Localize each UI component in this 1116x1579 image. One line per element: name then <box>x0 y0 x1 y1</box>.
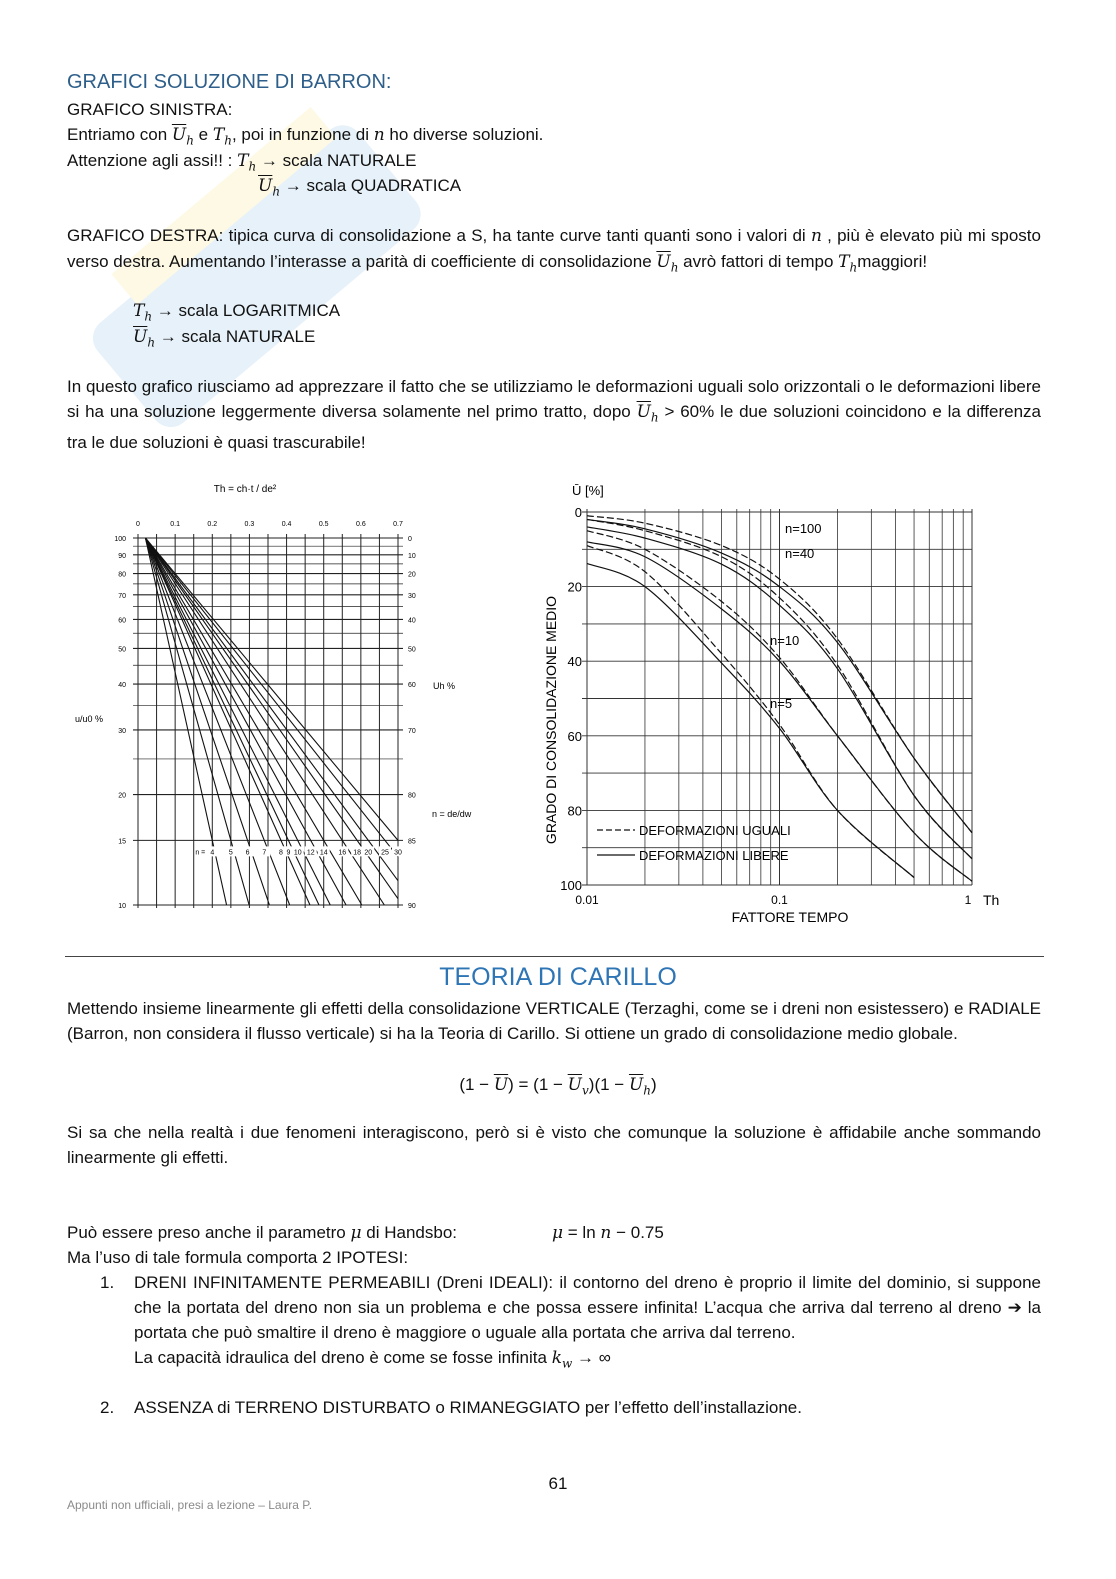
series-label: 14 <box>319 849 328 857</box>
math-base: $\overline{U}$ <box>656 252 671 272</box>
y-tick-label: 100 <box>560 878 582 893</box>
text-run: maggiori! <box>857 252 928 271</box>
list-number: 2. <box>100 1398 115 1417</box>
text-run: ) = (1 − <box>508 1075 568 1094</box>
y-left-axis-label: u/u0 % <box>75 714 104 724</box>
math-base: $\overline{U}$ <box>567 1075 582 1095</box>
y-right-tick-label: 50 <box>408 646 416 654</box>
text-run: → scala LOGARITMICA <box>152 301 341 320</box>
x-tick-label: 0.7 <box>393 521 403 528</box>
series-label: 30 <box>394 849 402 857</box>
y-right-tick-label: 85 <box>408 838 416 846</box>
x-tick-label: 0.1 <box>170 521 181 528</box>
series-line-n18 <box>145 538 398 899</box>
series-line-n25 <box>145 538 398 857</box>
n-prefix-label: n = <box>195 849 206 857</box>
math-symbol <box>237 151 257 174</box>
y-right-tick-label: 20 <box>408 571 416 579</box>
math-subscript: h <box>849 260 858 275</box>
text-run: → scala NATURALE <box>256 151 417 170</box>
math-subscript: h <box>224 133 232 148</box>
math-base: $\overline{U}$ <box>171 125 187 145</box>
text-run: → scala NATURALE <box>155 327 316 346</box>
curve-label: n=10 <box>770 633 800 648</box>
math-subscript: w <box>562 1356 573 1371</box>
x-axis-label: FATTORE TEMPO <box>731 909 849 925</box>
y-tick-label: 20 <box>567 579 582 595</box>
y-left-tick-label: 10 <box>118 903 126 910</box>
series-label: 5 <box>228 849 233 857</box>
math-base: $\overline{U}$ <box>133 327 148 347</box>
left-chart-title: GRAFICO SINISTRA: <box>67 100 233 119</box>
math-symbol <box>656 252 679 275</box>
text-run: avrò fattori di tempo <box>678 252 839 271</box>
text-run: → scala QUADRATICA <box>280 176 462 195</box>
math-base: $\overline{U}$ <box>493 1075 509 1095</box>
text-run: , poi in funzione di <box>231 125 374 144</box>
math-subscript: h <box>147 335 156 350</box>
y-tick-label: 60 <box>567 728 582 744</box>
text-run: Può essere preso anche il parametro <box>67 1223 351 1242</box>
math-base: $\overline{U}$ <box>628 1075 644 1095</box>
text-run: Attenzione agli assi!! : <box>67 151 238 170</box>
list-item <box>100 1395 1041 1420</box>
x-axis-symbol: Th <box>983 892 1000 908</box>
math-symbol <box>374 125 385 145</box>
x-tick-label: 0.5 <box>318 521 329 528</box>
text-run: (1 − <box>459 1075 494 1094</box>
y-right-tick-label: 80 <box>408 792 416 800</box>
math-symbol <box>258 176 281 199</box>
math-base: n <box>373 125 385 145</box>
section-divider <box>65 956 1044 957</box>
curve-label: n=5 <box>770 696 793 711</box>
math-base: $\overline{U}$ <box>258 176 273 196</box>
barron-nomogram-chart <box>60 465 500 925</box>
n-definition-label: n = de/dw <box>432 809 472 819</box>
text-run: DRENI INFINITAMENTE PERMEABILI (Dreni IDEALI): il contorno del dreno è proprio il limite del dominio, si suppone che la portata del dreno non sia un problema e che possa essere infinita! L’acqua che arriva dal terreno al dreno ➔ la portata che può smaltire il dreno è maggiore o uguale alla portata che arriva dal terreno. <box>134 1273 1041 1342</box>
series-label: 20 <box>364 849 373 857</box>
x-tick-label: 0.2 <box>207 521 218 528</box>
y-tick-label: 80 <box>567 803 582 819</box>
math-symbol <box>212 125 232 148</box>
barron-line-5 <box>133 324 315 355</box>
y-left-tick-label: 20 <box>118 792 126 800</box>
math-subscript: h <box>144 309 153 324</box>
math-base: μ <box>552 1223 564 1243</box>
series-label: 8 <box>279 849 283 857</box>
y-right-tick-label: 90 <box>408 903 416 910</box>
math-symbol <box>636 402 659 425</box>
y-left-tick-label: 15 <box>118 838 126 846</box>
text-run: → ∞ <box>572 1348 611 1367</box>
y-left-tick-label: 60 <box>118 617 126 625</box>
math-symbol <box>494 1075 508 1095</box>
math-symbol <box>133 301 153 324</box>
math-base: T <box>133 301 145 321</box>
math-symbol <box>628 1075 651 1098</box>
series-label: 16 <box>338 849 347 857</box>
math-symbol <box>551 1348 573 1371</box>
math-subscript: h <box>248 159 257 174</box>
math-base: k <box>551 1348 562 1368</box>
y-tick-label: 40 <box>567 654 582 670</box>
right-chart-paragraph <box>67 223 1041 280</box>
y-left-tick-label: 100 <box>114 536 126 543</box>
text-run: = ln <box>563 1223 601 1242</box>
series-label: 25 <box>381 849 389 857</box>
barron-line-3 <box>258 173 461 204</box>
math-symbol <box>351 1223 362 1243</box>
text-run: Si sa che nella realtà i due fenomeni interagiscono, però si è visto che comunque la soluzione è affidabile anche sommando linearmente gli effetti. <box>67 1123 1041 1167</box>
math-subscript: h <box>643 1083 651 1098</box>
y-right-tick-label: 10 <box>408 552 416 560</box>
math-base: μ <box>350 1223 362 1243</box>
text-run: La capacità idraulica del dreno è come se fosse infinita <box>134 1348 552 1367</box>
handsbo-formula <box>552 1220 664 1246</box>
list-item <box>100 1270 1041 1376</box>
handsbo-line <box>67 1220 457 1246</box>
y-left-tick-label: 30 <box>118 727 126 735</box>
consolidation-curve-chart <box>525 465 1015 935</box>
math-subscript: h <box>650 410 659 425</box>
y-left-tick-label: 70 <box>118 592 126 600</box>
list-number: 1. <box>100 1273 115 1292</box>
y-right-tick-label: 40 <box>408 617 416 625</box>
math-subscript: h <box>186 133 194 148</box>
barron-heading: GRAFICI SOLUZIONE DI BARRON: <box>67 71 392 93</box>
text-run: Mettendo insieme linearmente gli effetti della consolidazione VERTICALE (Terzaghi, come se i dreni non esistessero) e RADIALE (Barron, non considera il flusso verticale) si ha la Teoria di Carillo. Si ottiene un grado di consolidazione medio globale. <box>67 999 1041 1043</box>
legend-label: DEFORMAZIONI LIBERE <box>639 848 789 863</box>
math-base: T <box>838 252 850 272</box>
y-left-tick-label: 90 <box>118 552 126 560</box>
y-right-axis-label: Uh % <box>433 681 456 691</box>
y-right-tick-label: 70 <box>408 727 416 735</box>
text-run: − 0.75 <box>611 1223 664 1242</box>
y-tick-label: 0 <box>574 505 582 520</box>
footer-note: Appunti non ufficiali, presi a lezione – Laura P. <box>67 1498 313 1512</box>
chart-title: Th = ch·t / de² <box>213 484 277 495</box>
carillo-paragraph-1 <box>67 996 1041 1046</box>
math-symbol <box>600 1223 611 1243</box>
curve-label: n=100 <box>785 521 822 536</box>
x-tick-label: 0.1 <box>771 893 788 907</box>
math-subscript: v <box>582 1083 589 1098</box>
list-item-text <box>134 1270 1041 1345</box>
math-base: T <box>237 151 249 171</box>
math-base: T <box>212 125 225 145</box>
series-label: 18 <box>353 849 362 857</box>
series-label: 9 <box>286 849 291 857</box>
x-tick-label: 0.4 <box>281 521 292 528</box>
text-run: Entriamo con <box>67 125 172 144</box>
text-run: > 60% le due soluzioni coincidono e la differenza tra le due soluzioni è quasi trascurabile! <box>67 402 1041 453</box>
math-symbol <box>838 252 858 275</box>
text-run: GRAFICO DESTRA: tipica curva di consolidazione a S, ha tante curve tanti quanti sono i valori di <box>67 226 811 245</box>
math-symbol <box>811 226 822 246</box>
text-run: ) <box>651 1075 657 1094</box>
carillo-paragraph-2 <box>67 1120 1041 1170</box>
carillo-heading: TEORIA DI CARILLO <box>439 963 677 991</box>
hypotheses-intro <box>67 1245 408 1270</box>
math-subscript: h <box>272 184 281 199</box>
list-item-extra <box>134 1345 1041 1376</box>
math-symbol <box>567 1075 589 1098</box>
series-label: 12 <box>306 849 315 857</box>
x-tick-label: 1 <box>964 893 972 907</box>
math-symbol <box>133 327 156 350</box>
text-run: , più è elevato più mi sposto verso destra. Aumentando l’interasse a parità di coefficiente di consolidazione <box>67 226 1041 271</box>
x-tick-label: 0.3 <box>244 521 255 528</box>
curve-label: n=40 <box>785 546 815 561</box>
y-axis-label: GRADO DI CONSOLIDAZIONE MEDIO <box>543 595 559 845</box>
list-item-text <box>134 1395 1041 1420</box>
y-right-tick-label: 30 <box>408 592 416 600</box>
series-label: 7 <box>262 849 267 857</box>
legend-label: DEFORMAZIONI UGUALI <box>639 823 791 838</box>
text-run: ASSENZA di TERRENO DISTURBATO o RIMANEGGIATO per l’effetto dell’installazione. <box>134 1398 802 1417</box>
x-tick-label: 0 <box>136 521 140 528</box>
y-left-tick-label: 80 <box>118 571 126 579</box>
math-subscript: h <box>670 260 679 275</box>
y-right-tick-label: 0 <box>408 536 412 543</box>
math-base: n <box>600 1223 612 1243</box>
text-run: In questo grafico riusciamo ad apprezzare il fatto che se utilizziamo le deformazioni uguali solo orizzontali o le deformazioni libere si ha una soluzione leggermente diversa solamente nel primo tratto, dopo <box>67 377 1041 421</box>
math-symbol <box>171 125 194 148</box>
y-left-tick-label: 50 <box>118 646 126 654</box>
carillo-formula <box>0 1072 1116 1103</box>
series-label: 4 <box>210 849 215 857</box>
series-label: 10 <box>293 849 302 857</box>
text-run: ho diverse soluzioni. <box>384 125 544 144</box>
math-base: n <box>810 226 822 246</box>
text-run: e <box>193 125 213 144</box>
math-base: $\overline{U}$ <box>636 402 651 422</box>
y-right-tick-label: 60 <box>408 682 416 690</box>
x-tick-label: 0.6 <box>355 521 366 528</box>
text-run: )(1 − <box>588 1075 629 1094</box>
math-symbol <box>552 1223 563 1243</box>
y-axis-top-label: Ū [%] <box>572 483 604 498</box>
text-run: di Handsbo: <box>361 1223 458 1242</box>
barron-paragraph-3 <box>67 374 1041 455</box>
y-left-tick-label: 40 <box>118 682 126 690</box>
page-number: 61 <box>548 1474 568 1493</box>
x-tick-label: 0.01 <box>575 893 599 907</box>
text-run: Ma l’uso di tale formula comporta 2 IPOTESI: <box>67 1248 409 1267</box>
series-label: 6 <box>245 849 250 857</box>
